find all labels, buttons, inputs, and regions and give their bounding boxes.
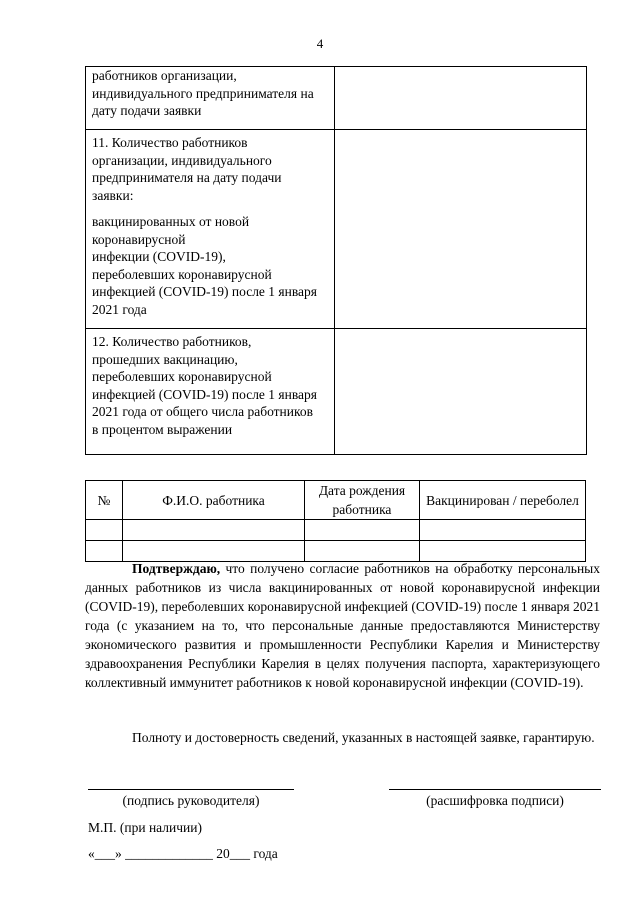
text-line: индивидуального предпринимателя на [92,85,314,101]
text-line: 2021 года [92,301,147,317]
text-line: в процентом выражении [92,421,233,437]
row-label [86,130,335,329]
value-cell[interactable] [335,67,587,130]
table-row [86,67,587,130]
text-line: 11. Количество работников [92,135,248,150]
table-row [86,329,587,455]
table-header-row [86,481,586,520]
text-line: дату подачи заявки [92,103,202,118]
stamp-note: М.П. (при наличии) [88,820,202,835]
table-cell[interactable] [86,520,123,541]
column-header-vaccinated: Вакцинирован / переболел [420,481,586,520]
signature-caption: (подпись руководителя) [122,793,260,808]
table-row [86,520,586,541]
guarantee-paragraph [85,728,600,747]
text-line: переболевших коронавирусной [92,266,272,282]
signature-decoding-line [389,789,601,790]
application-info-table [85,66,587,455]
employees-table [85,480,586,562]
text-line: прошедших вакцинацию, [92,351,238,367]
consent-text: что получено согласие работников на обработку персональных данных работников из числа вакцинированных от новой коронавирусной инфекции (COVID-19), переболевших коронавирусной инфекцией (COVID-19) после 1 января 2021 года (с указанием на то, что персональные данные предоставляются Министерству экономического развития и промышленности Республики Карелия и Министерству здравоохранения Республики Карелия в целях получения паспорта, характеризующего коллективный иммунитет работников к новой коронавирусной инфекции (COVID-19). [85,561,600,690]
value-cell[interactable] [335,130,587,329]
row-label [86,329,335,455]
text-line: переболевших коронавирусной [92,369,272,384]
text-line: 12. Количество работников, [92,334,252,349]
text-line: коронавирусной [92,231,186,247]
text-line: предпринимателя на дату подачи [92,170,282,185]
table-cell[interactable] [123,520,305,541]
text-line: инфекцией (COVID-19) после 1 января [92,386,318,402]
column-header-name: Ф.И.О. работника [123,481,305,520]
column-header-number: № [86,481,123,520]
text-line: вакцинированных от новой [92,214,250,229]
text-line: инфекции (COVID-19), [92,249,226,264]
text-line: инфекцией (COVID-19) после 1 января [92,284,318,299]
table-row [86,130,587,329]
consent-bold-word: Подтверждаю, [132,561,221,576]
consent-paragraph [85,559,600,692]
column-header-birth-date: Дата рождения работника [305,481,420,520]
text-line: работников организации, [92,68,237,83]
table-cell[interactable] [305,520,420,541]
value-cell[interactable] [335,329,587,455]
date-line: «___» _____________ 20___ года [88,846,278,861]
text-line: заявки: [92,187,134,203]
guarantee-text: Полноту и достоверность сведений, указанных в настоящей заявке, гарантирую. [132,730,595,745]
row-label [86,67,335,130]
text-line: организации, индивидуального [92,152,272,168]
signature-line [88,789,294,790]
page-number: 4 [316,36,324,51]
text-line: 2021 года от общего числа работников [92,404,313,419]
table-cell[interactable] [420,520,586,541]
signature-decoding-caption: (расшифровка подписи) [426,793,564,808]
